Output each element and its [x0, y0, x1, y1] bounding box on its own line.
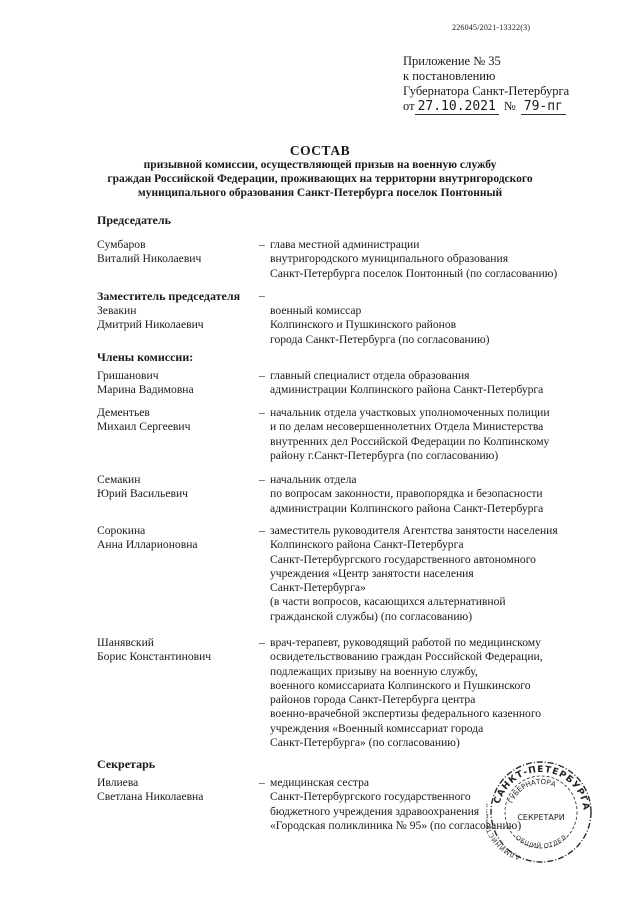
member-name: Зевакин Дмитрий Николаевич	[97, 304, 204, 332]
subtitle-line-1: призывной комиссии, осуществляющей призыв на военную службу	[143, 159, 497, 171]
member-role: заместитель руководителя Агентства занятости населения Колпинского района Санкт-Петербурга Санкт-Петербургского государственного автономного учреждения «Центр занятости населения Санкт-Петербурга» (в части вопросов, касающихся альтернативной гражданской службы) (по согласованию)	[270, 524, 558, 623]
stamp-mid-text: ГУБЕРНАТОРА	[506, 777, 557, 805]
appendix-date: 27.10.2021	[415, 99, 499, 115]
dash: –	[259, 406, 265, 419]
appendix-line-2: к постановлению	[403, 69, 496, 83]
dash: –	[259, 524, 265, 537]
stamp-center-text: СЕКРЕТАРИ	[517, 813, 565, 822]
member-role: глава местной администрации внутригородского муниципального образования Санкт-Петербурга поселок Понтонный (по согласованию)	[270, 238, 558, 280]
member-name: Сорокина Анна Илларионовна	[97, 524, 198, 552]
appendix-line-1: Приложение № 35	[403, 54, 501, 68]
stamp-seal-icon	[486, 757, 596, 867]
subtitle-line-2: граждан Российской Федерации, проживающих на территории внутригородского	[107, 173, 533, 185]
svg-text:САНКТ-ПЕТЕРБУРГА	[493, 765, 591, 812]
member-name: Семакин Юрий Васильевич	[97, 473, 188, 501]
member-name: Гришанович Марина Вадимовна	[97, 369, 194, 397]
member-role: военный комиссар Колпинского и Пушкинского районов города Санкт-Петербурга (по согласованию)	[270, 304, 490, 346]
member-role: врач-терапевт, руководящий работой по медицинскому освидетельствованию граждан Российской Федерации, подлежащих призыву на военную службу, военного комиссариата Колпинского и Пушкинского районов города Санкт-Петербурга центра военно-врачебной экспертизы федерального казенного учреждения «Военный комиссариат города Санкт-Петербурга» (по согласованию)	[270, 636, 543, 750]
svg-text:ОБЩИЙ ОТДЕЛ	[514, 833, 569, 850]
section-deputy: Заместитель председателя	[97, 289, 241, 303]
member-name: Сумбаров Виталий Николаевич	[97, 238, 202, 266]
official-stamp	[486, 757, 596, 867]
section-secretary: Секретарь	[97, 757, 156, 771]
dash: –	[259, 473, 265, 486]
document-number: 226045/2021-13322(3)	[452, 23, 531, 32]
dash: –	[259, 369, 265, 382]
member-name: Дементьев Михаил Сергеевич	[97, 406, 191, 434]
member-role: начальник отдела участковых уполномоченных полиции и по делам несовершеннолетних Отдела Министерства внутренних дел Российской Федерации по Колпинскому району г.Санкт-Петербурга (по согласованию)	[270, 406, 550, 462]
document-title: СОСТАВ	[289, 143, 351, 158]
member-name: Ивлиева Светлана Николаевна	[97, 776, 204, 804]
member-role: медицинская сестра Санкт-Петербургского государственного бюджетного учреждения здравоохранения «Городская поликлиника № 95» (по согласованию)	[270, 776, 522, 832]
dash: –	[259, 238, 265, 251]
subtitle-line-3: муниципального образования Санкт-Петербурга поселок Понтонный	[137, 187, 503, 199]
stamp-left-text: АДМИНИС	[486, 830, 521, 862]
appendix-number: 79-пг	[521, 99, 566, 115]
appendix-header	[403, 54, 569, 114]
member-role: начальник отдела по вопросам законности, правопорядка и безопасности администрации Колпинского района Санкт-Петербурга	[270, 473, 544, 515]
stamp-bottom-text: ОБЩИЙ ОТДЕЛ	[513, 833, 569, 851]
dash: –	[259, 636, 265, 649]
member-name: Шанявский Борис Константинович	[97, 636, 212, 664]
stamp-top-text: САНКТ-ПЕТЕРБУРГА	[492, 765, 591, 812]
member-role: главный специалист отдела образования администрации Колпинского района Санкт-Петербурга	[270, 369, 544, 397]
appendix-line-3: Губернатора Санкт-Петербурга	[403, 84, 570, 98]
section-members: Члены комиссии:	[97, 350, 194, 364]
dash: –	[259, 289, 265, 302]
date-prefix: от	[403, 99, 415, 113]
document-subtitle	[60, 158, 580, 200]
dash: –	[259, 776, 265, 789]
section-chairman: Председатель	[97, 213, 171, 227]
number-prefix: №	[503, 99, 516, 113]
appendix-date-line	[403, 99, 569, 114]
